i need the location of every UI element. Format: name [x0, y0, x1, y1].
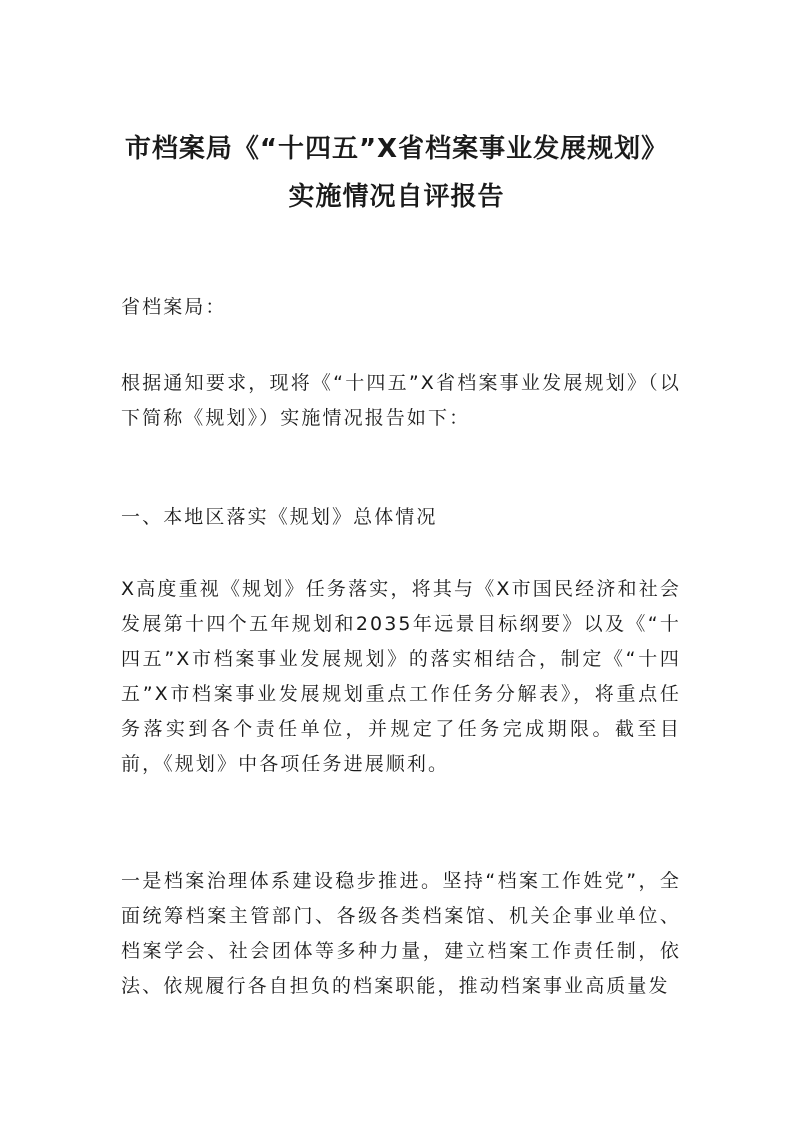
section-1-heading: 一、本地区落实《规划》总体情况: [121, 506, 438, 528]
intro-paragraph: 根据通知要求，现将《“十四五”X省档案事业发展规划》（以下简称《规划》）实施情况报告如下：: [121, 372, 681, 429]
section-1-point-1-paragraph: 一是档案治理体系建设稳步推进。坚持“档案工作姓党”，全面统筹档案主管部门、各级各类档案馆、机关企事业单位、档案学会、社会团体等多种力量，建立档案工作责任制，依法、依规履行各自担负的档案职能，推动档案事业高质量发: [121, 870, 681, 997]
salutation: 省档案局：: [121, 296, 227, 318]
section-1-body-paragraph: X高度重视《规划》任务落实，将其与《X市国民经济和社会发展第十四个五年规划和2035年远景目标纲要》以及《“十四五”X市档案事业发展规划》的落实相结合，制定《“十四五”X市档案事业发展规划重点工作任务分解表》，将重点任务落实到各个责任单位，并规定了任务完成期限。截至目前，《规划》中各项任务进展顺利。: [121, 578, 681, 775]
document-title-line-2: 实施情况自评报告: [288, 182, 505, 212]
document-title-line-1: 市档案局《“十四五”X省档案事业发展规划》: [124, 134, 669, 164]
